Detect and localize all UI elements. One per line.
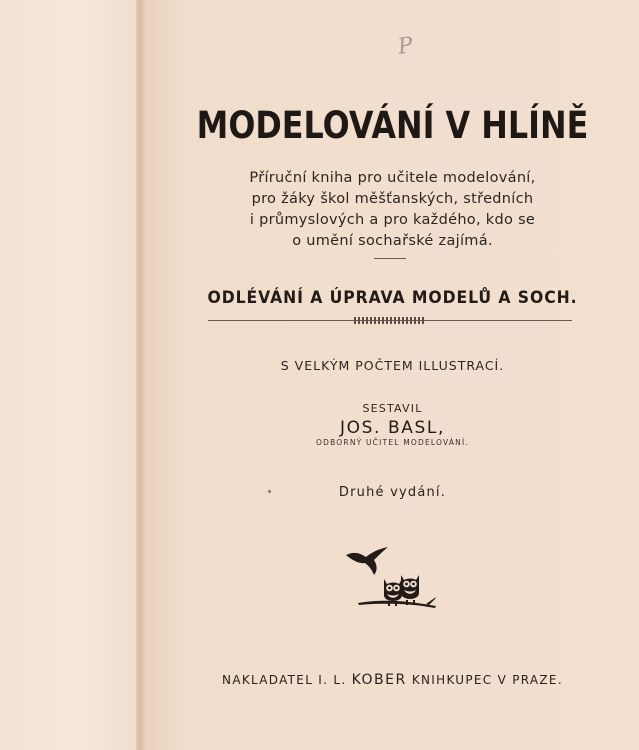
ornamental-rule (208, 317, 572, 325)
author-name: JOS. BASL, (340, 418, 445, 438)
publisher-suffix: KNIHKUPEC V PRAZE. (411, 673, 563, 687)
illustrations-note: S VELKÝM POČTEM ILLUSTRACÍ. (280, 358, 505, 373)
rule-ornament (354, 317, 426, 324)
author-occupation: ODBORNÝ UČITEL MODELOVÁNÍ. (316, 438, 469, 447)
handwritten-mark: P (396, 33, 415, 60)
subtitle-line-1: Příruční kniha pro učitele modelování, (249, 170, 536, 186)
book-title: MODELOVÁNÍ V HLÍNĚ (196, 104, 589, 147)
short-divider (374, 258, 406, 259)
publisher-line (146, 672, 639, 688)
subtitle-line-3: i průmyslových a pro každého, kdo se (249, 212, 536, 228)
section-title: ODLÉVÁNÍ A ÚPRAVA MODELŮ A SOCH. (207, 288, 578, 308)
publisher-name: KOBER (351, 672, 407, 688)
subtitle-line-4: o umění sochařské zajímá. (292, 233, 493, 249)
subtitle-line-2: pro žáky škol měšťanských, středních (251, 191, 534, 207)
book-spine (136, 0, 146, 750)
edition-note: Druhé vydání. (338, 485, 447, 500)
compiled-by-label: SESTAVIL (362, 402, 423, 415)
owls-on-branch-icon (338, 543, 442, 623)
publisher-prefix: NAKLADATEL I. L. (222, 673, 347, 687)
left-page (0, 0, 138, 750)
